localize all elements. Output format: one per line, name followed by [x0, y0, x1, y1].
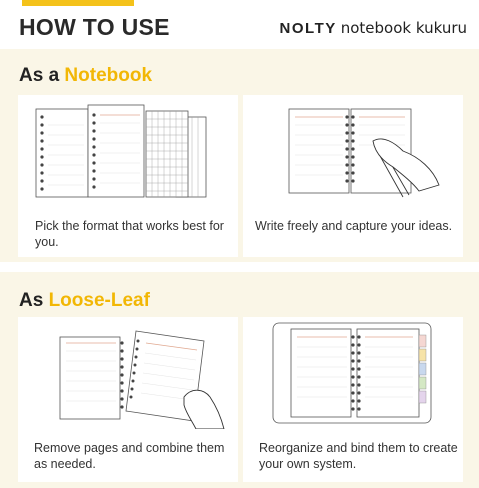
- card-formats: [18, 95, 238, 257]
- caption-write: Write freely and capture your ideas.: [255, 219, 453, 233]
- section-notebook: [0, 49, 479, 262]
- section-heading-highlight: Notebook: [64, 65, 153, 86]
- section-heading: As Loose-Leaf: [19, 290, 150, 311]
- section-loose-leaf: [0, 272, 479, 488]
- brand-sub: notebook kukuru: [340, 19, 467, 37]
- writing-hand-illustration: [243, 95, 463, 205]
- caption-bind: Reorganize and bind them to create your own system.: [259, 441, 458, 471]
- loose-leaf-hand-illustration: [18, 317, 238, 429]
- binder-tabs-illustration: [243, 317, 463, 429]
- card-write: [243, 95, 463, 257]
- accent-bar: [22, 0, 134, 6]
- section-heading: As a Notebook: [19, 65, 153, 86]
- page-title: HOW TO USE: [19, 14, 170, 40]
- card-remove: [18, 317, 238, 482]
- card-bind: [243, 317, 463, 482]
- section-heading-highlight: Loose-Leaf: [48, 290, 150, 311]
- caption-remove: Remove pages and combine them as needed.: [34, 441, 225, 471]
- brand-name: NOLTY: [279, 20, 337, 37]
- notebook-formats-illustration: [18, 95, 238, 205]
- caption-formats: Pick the format that works best for you.: [35, 219, 224, 249]
- brand-logo: [280, 19, 467, 37]
